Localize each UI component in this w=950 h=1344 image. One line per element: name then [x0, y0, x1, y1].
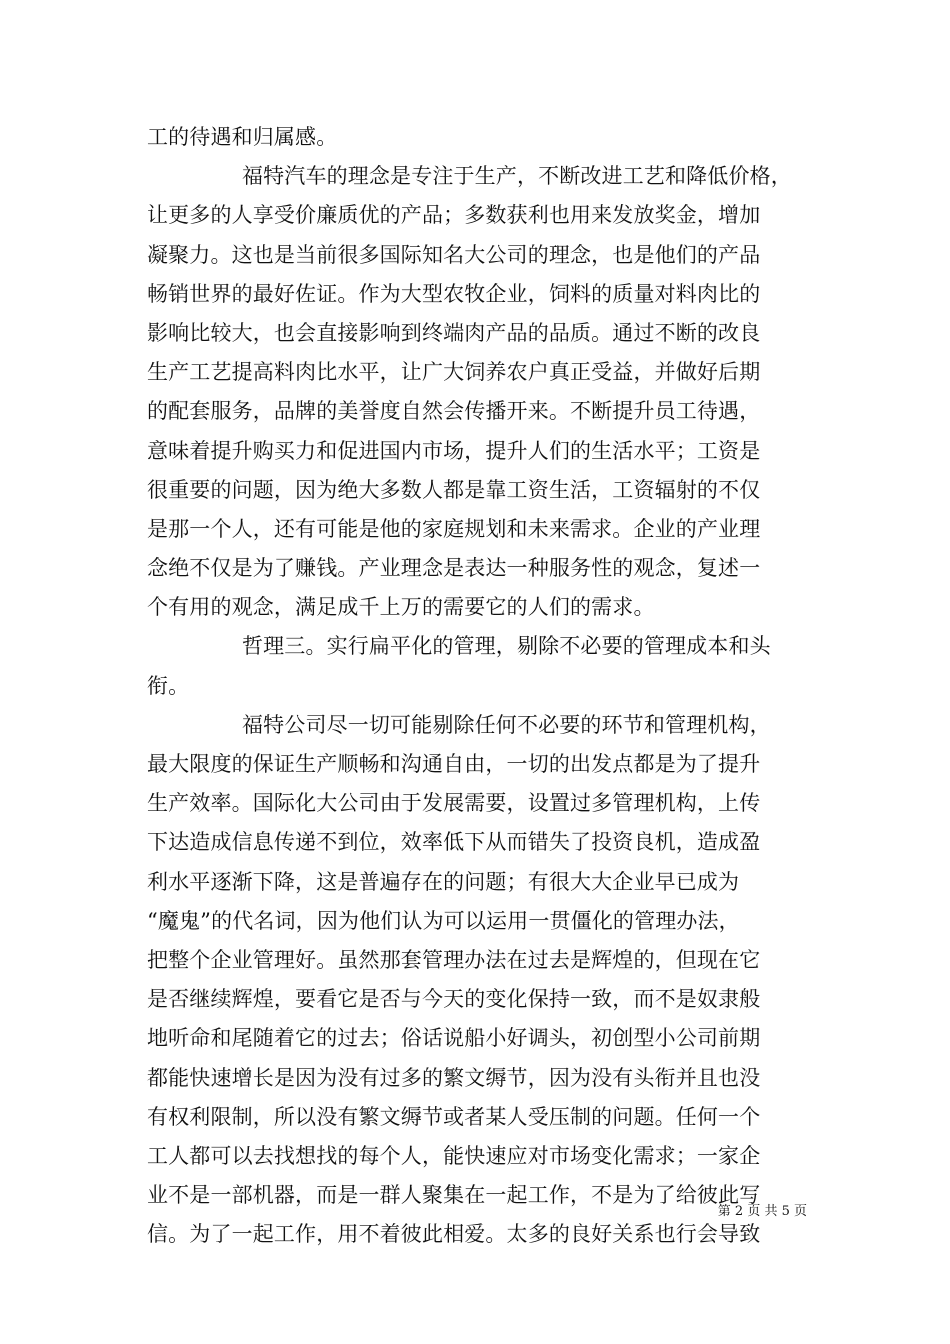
- text-line: 意味着提升购买力和促进国内市场，提升人们的生活水平；工资是: [147, 438, 761, 463]
- text-line: 利水平逐渐下降，这是普遍存在的问题；有很大大企业早已成为: [147, 869, 740, 894]
- text-line: 畅销世界的最好佐证。作为大型农牧企业，饲料的质量对料肉比的: [147, 281, 761, 306]
- text-line: 把整个企业管理好。虽然那套管理办法在过去是辉煌的，但现在它: [147, 947, 761, 972]
- text-line: 最大限度的保证生产顺畅和沟通自由，一切的出发点都是为了提升: [147, 752, 761, 776]
- text-line: 让更多的人享受价廉质优的产品；多数获利也用来发放奖金，增加: [147, 203, 761, 228]
- text-line: 工人都可以去找想找的每个人，能快速应对市场变化需求；一家企: [147, 1143, 761, 1168]
- text-line: 是否继续辉煌，要看它是否与今天的变化保持一致，而不是奴隶般: [147, 987, 761, 1012]
- text-line: 生产工艺提高料肉比水平，让广大饲养农户真正受益，并做好后期: [147, 360, 761, 385]
- text-line: 个有用的观念，满足成千上万的需要它的人们的需求。: [147, 595, 655, 620]
- text-line: 工的待遇和归属感。: [147, 125, 338, 149]
- text-line: 下达造成信息传递不到位，效率低下从而错失了投资良机，造成盈: [147, 830, 761, 855]
- text-line: “魔鬼”的代名词，因为他们认为可以运用一贯僵化的管理办法，: [147, 908, 740, 933]
- body-text: [147, 118, 807, 1254]
- text-line: 凝聚力。这也是当前很多国际知名大公司的理念，也是他们的产品: [147, 242, 761, 267]
- text-line: 的配套服务，品牌的美誉度自然会传播开来。不断提升员工待遇，: [147, 399, 761, 424]
- text-line: 影响比较大，也会直接影响到终端肉产品的品质。通过不断的改良: [147, 320, 761, 345]
- text-line: 福特汽车的理念是专注于生产，不断改进工艺和降低价格，: [242, 164, 792, 189]
- text-line: 很重要的问题，因为绝大多数人都是靠工资生活，工资辐射的不仅: [147, 477, 761, 502]
- text-line: 福特公司尽一切可能剔除任何不必要的环节和管理机构，: [242, 712, 771, 737]
- text-line: 念绝不仅是为了赚钱。产业理念是表达一种服务性的观念，复述一: [147, 556, 761, 581]
- text-line: 生产效率。国际化大公司由于发展需要，设置过多管理机构，上传: [147, 791, 761, 816]
- page-number: 第 2 页 共 5 页: [717, 1204, 807, 1219]
- text-line: 都能快速增长是因为没有过多的繁文缛节，因为没有头衔并且也没: [147, 1065, 761, 1090]
- text-line: 有权利限制，所以没有繁文缛节或者某人受压制的问题。任何一个: [147, 1104, 761, 1129]
- text-line: 业不是一部机器，而是一群人聚集在一起工作，不是为了给彼此写: [147, 1183, 761, 1208]
- text-line: 衔。: [147, 673, 190, 698]
- text-line: 是那一个人，还有可能是他的家庭规划和未来需求。企业的产业理: [147, 516, 761, 541]
- section-heading: 哲理三。实行扁平化的管理，剔除不必要的管理成本和头: [242, 634, 771, 659]
- text-line: 信。为了一起工作，用不着彼此相爱。太多的良好关系也行会导致: [147, 1222, 761, 1247]
- text-line: 地听命和尾随着它的过去；俗话说船小好调头，初创型小公司前期: [147, 1026, 761, 1051]
